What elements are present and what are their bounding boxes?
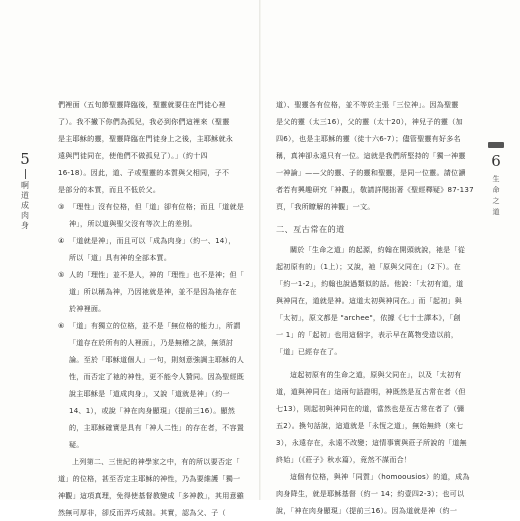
text-line: 疑。 xyxy=(69,440,84,449)
list-item xyxy=(58,266,246,317)
chapter-tab xyxy=(488,142,504,148)
list-item xyxy=(58,232,246,266)
text-line: 3），永遠存在，永遠不改變；這情事實與莊子所說的「道無 xyxy=(276,438,467,447)
left-page-body xyxy=(58,96,246,521)
text-line: 遠與門徒同在，使他們不做孤兒了）。」（約十四 xyxy=(58,151,208,160)
text-line: 起初原有的」（1上）；又說，祂「原與父同在」（2下）。在 xyxy=(276,262,461,271)
text-line: 於神裡面。 xyxy=(69,304,106,313)
book-gutter xyxy=(259,0,261,500)
text-line: 神觀」這項真理，免得使基督教變成「多神教」，其用意雖 xyxy=(58,491,245,500)
text-line: 這起初原有的生命之道，原與父同在」，以及「太初有 xyxy=(290,370,462,379)
text-line: 道」所以稱為神，乃因祂就是神，並不是因為祂存在 xyxy=(69,287,237,296)
text-line: 肉身降生，就是耶穌基督（約一 14；約壹四2-3）；也可以 xyxy=(276,489,465,498)
text-line: 了）。我不撇下你們為孤兒，我必到你們這裡來（聖靈 xyxy=(58,117,230,126)
text-line: 14、1），或說「神在肉身顯現」（提前三16）。顯然 xyxy=(69,406,236,415)
left-page-marker xyxy=(10,150,40,231)
text-line: 「約一1-2」，約翰也說過類似的話。他說：「太初有道，道 xyxy=(276,279,464,288)
running-title: 生命之道 xyxy=(492,175,500,216)
text-line: 是主耶穌的靈，聖靈降臨在門徒身上之後，主耶穌就永 xyxy=(58,134,234,143)
text-line: 「道」已經存在了。 xyxy=(276,347,342,356)
margin-rule xyxy=(25,169,26,179)
right-page-marker xyxy=(480,142,512,218)
text-line: 這個有位格，與神「同質」（homoousios）的道，成為 xyxy=(290,472,470,481)
text-line: 者若有興趣研究「神觀」，敬請詳閱拙著《聖經釋疑》87-137 xyxy=(276,185,474,194)
text-line: 稱，真神卻永遠只有一位。這就是我們所堅持的「獨一神靈 xyxy=(276,151,466,160)
left-page-number: 5 xyxy=(20,150,30,168)
text-line: 神」，所以道與聖父沒有等次上的差別。 xyxy=(69,219,197,228)
list-item xyxy=(58,198,246,232)
text-line: 是父的靈（太三16），父的靈（太十20），神兒子的靈（加 xyxy=(276,117,463,126)
text-line: 一神論」——父的靈、子的靈和聖靈，是同一位靈。請位讀 xyxy=(276,168,466,177)
margin-calligraphy: 啊道成肉身 xyxy=(21,181,29,230)
right-page-number: 6 xyxy=(491,152,501,170)
item-number: ⑥ xyxy=(58,321,65,330)
right-page-body xyxy=(276,96,474,519)
text-line: 「道就是神」，而且可以「成為肉身」（約一、14）， xyxy=(69,236,236,245)
text-line: 道，道與神同在」這兩句話證明，神既然是亙古常在者（但 xyxy=(276,387,466,396)
text-line: 所以「道」具有神的全部本質。 xyxy=(69,253,172,262)
text-line: 終始」（《莊子》秋水篇），竟然不謀而合！ xyxy=(276,455,412,464)
text-line: 說，「神在肉身顯現」（提前三16）。因為道就是神（約一 xyxy=(276,506,458,515)
text-line: 論。至於「耶穌道個人」一句，則刻意強調主耶穌的人 xyxy=(69,355,245,364)
text-line: 七13），則起初與神同在的道，當然也是亙古常在者了（彌 xyxy=(276,404,465,413)
text-line: 人的「理性」並不是人，神的「理性」也不是神；但「 xyxy=(69,270,245,279)
item-number: ⑤ xyxy=(58,270,65,279)
text-line: 「太初」，原文都是 "archee"，依據《七十士譯本》，「創 xyxy=(276,313,461,322)
text-line: 然無可厚非，卻反而弄巧成拙。其實，認為父、子（ xyxy=(58,508,226,517)
item-number: ④ xyxy=(58,236,65,245)
text-line: 16-18）。因此，道、子或聖靈的本質與父相同，子不 xyxy=(58,168,230,177)
text-line: 道）、聖靈各有位格，並不等於主張「三位神」。因為聖靈 xyxy=(276,100,459,109)
list-item xyxy=(58,317,246,453)
text-line: 道」的位格，甚至否定主耶穌的神性，乃為要維護「獨一 xyxy=(58,474,241,483)
text-line: 「道」有獨立的位格，並不是「無位格的能力」，所謂 xyxy=(69,321,241,330)
text-line: 五2）。換句話說，這道就是「永恆之道」，無始無終（來七 xyxy=(276,421,464,430)
text-line: 四6），也是主耶穌的靈（徒十六6-7）；儘管聖靈有好多名 xyxy=(276,134,461,143)
text-line: 與神同在，道就是神。這道太初與神同在。」而「起初」與 xyxy=(276,296,463,305)
text-line: 「理性」沒有位格，但「道」卻有位格；而且「道就是 xyxy=(69,202,245,211)
text-line: 「道存在於所有的人裡面」，乃是無稽之談，無須討 xyxy=(69,338,234,347)
text-line: 一 1」的「起初」也用這個字，表示早在萬物受造以前， xyxy=(276,330,459,339)
item-number: ③ xyxy=(58,202,65,211)
text-line: 是部分的本質，而且不低於父。 xyxy=(58,185,161,194)
section-heading: 二、亙古常在的道 xyxy=(276,224,345,234)
text-line: 頁，「我所瞭解的神觀」一文。 xyxy=(276,202,375,211)
text-line: 關於「生命之道」的起源，約翰在開頭就說，祂是「從 xyxy=(290,245,466,254)
text-line: 上列第二、三世紀的神學家之中，有的所以要否定「 xyxy=(72,457,240,466)
text-line: 的，主耶穌確實是具有「神人二性」的存在者，不容置 xyxy=(69,423,245,432)
text-line: 說主耶穌是「道成肉身」，又說「道就是神」（約一 xyxy=(69,389,230,398)
text-line: 性，而否定了祂的神性，更不能令人贊同。因為聖經既 xyxy=(69,372,245,381)
text-line: 們裡面（五旬節聖靈降臨後，聖靈就要住在門徒心裡 xyxy=(58,100,226,109)
